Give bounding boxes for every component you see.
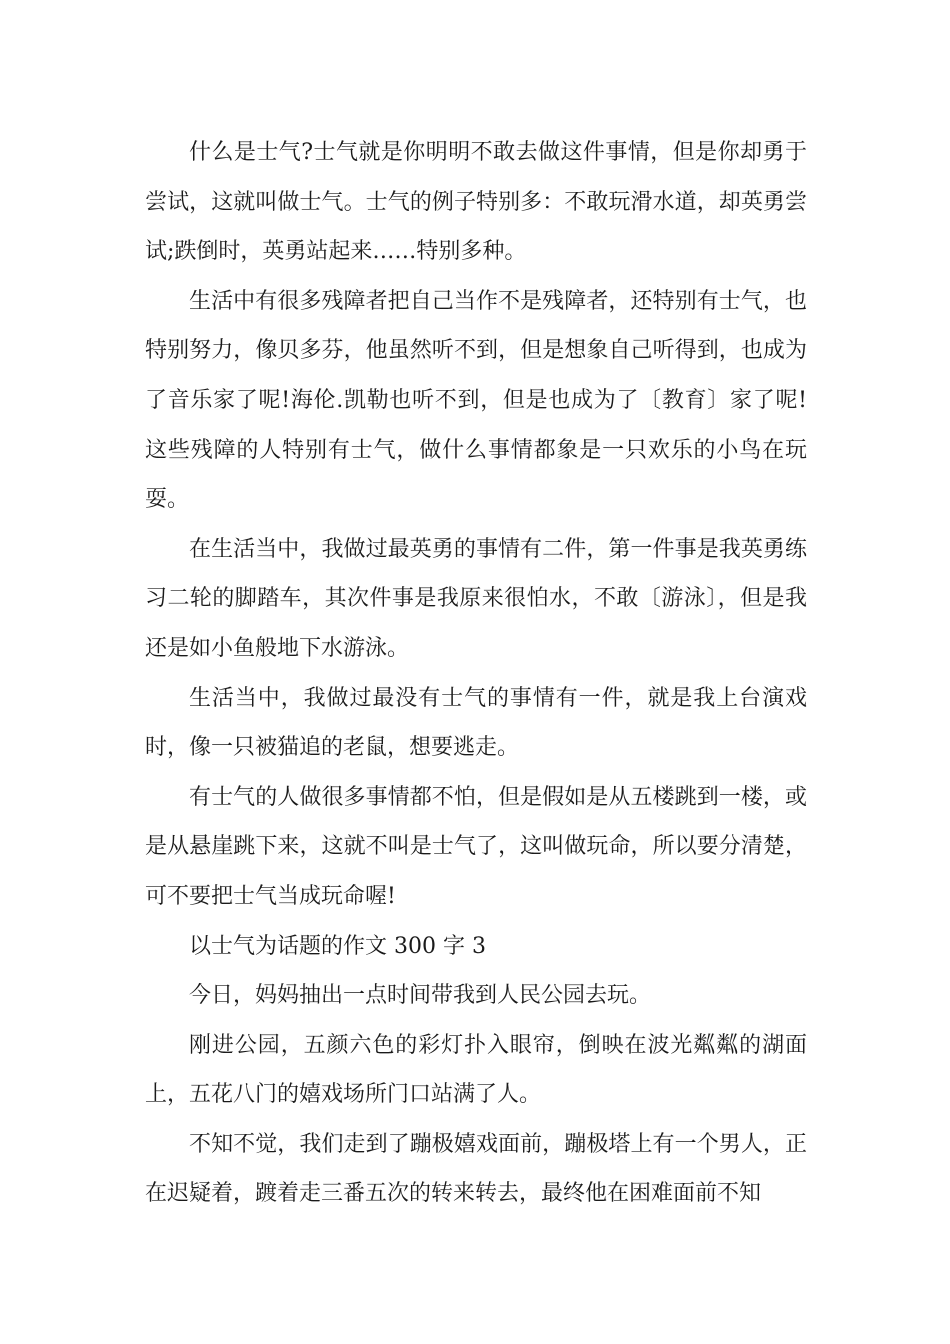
paragraph-4: 生活当中，我做过最没有士气的事情有一件，就是我上台演戏时，像一只被猫追的老鼠，想要逃走。 xyxy=(145,685,807,761)
document-body xyxy=(145,128,807,1219)
paragraph-3: 在生活当中，我做过最英勇的事情有二件，第一件事是我英勇练习二轮的脚踏车，其次件事是我原来很怕水，不敢〔游泳〕，但是我还是如小鱼般地下水游泳。 xyxy=(145,536,807,661)
section-heading: 以士气为话题的作文 300 字 3 xyxy=(189,933,486,959)
paragraph-5: 有士气的人做很多事情都不怕，但是假如是从五楼跳到一楼，或是从悬崖跳下来，这就不叫是士气了，这叫做玩命，所以要分清楚，可不要把士气当成玩命喔! xyxy=(145,784,807,909)
paragraph-1: 什么是士气?士气就是你明明不敢去做这件事情，但是你却勇于尝试，这就叫做士气。士气的例子特别多：不敢玩滑水道，却英勇尝试;跌倒时，英勇站起来……特别多种。 xyxy=(145,140,807,265)
paragraph-2: 生活中有很多残障者把自己当作不是残障者，还特别有士气，也特别努力，像贝多芬，他虽然听不到，但是想象自己听得到，也成为了音乐家了呢!海伦.凯勒也听不到，但是也成为了〔教育〕家了呢!这些残障的人特别有士气，做什么事情都象是一只欢乐的小鸟在玩耍。 xyxy=(145,288,807,513)
paragraph-6: 今日，妈妈抽出一点时间带我到人民公园去玩。 xyxy=(189,983,652,1009)
paragraph-8: 不知不觉，我们走到了蹦极嬉戏面前，蹦极塔上有一个男人，正在迟疑着，踱着走三番五次的转来转去，最终他在困难面前不知 xyxy=(145,1131,807,1207)
paragraph-7: 刚进公园，五颜六色的彩灯扑入眼帘，倒映在波光粼粼的湖面上，五花八门的嬉戏场所门口站满了人。 xyxy=(145,1032,807,1108)
